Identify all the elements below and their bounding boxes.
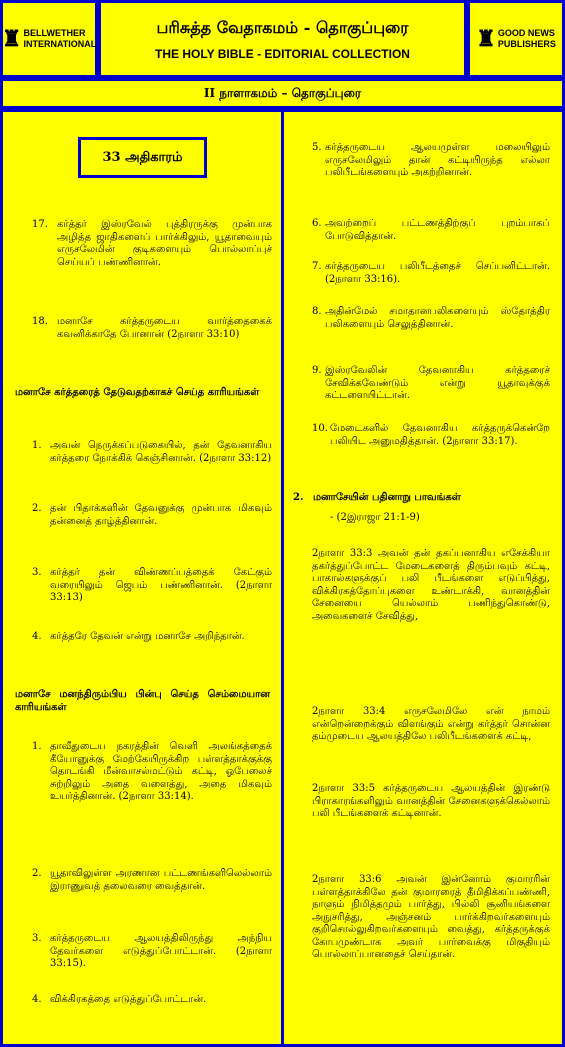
list-item: 2. தன் பிதாக்களின் தேவனுக்கு முன்பாக மிகவும் தன்னைத் தாழ்த்தினான். bbox=[32, 503, 272, 527]
list-item: 10. மேடைகளில் தேவனாகிய கர்த்தருக்கென்றே பலியிட அனுமதித்தான். (2நாளா 33:17). bbox=[312, 423, 550, 447]
list-item: 5. கர்த்தருடைய ஆலயமுள்ள மலையிலும் எருசலேமிலும் தான் கட்டியிருந்த எல்லா பலிபீடங்களையும் அகற்றினான். bbox=[312, 142, 550, 178]
verse-paragraph: 2நாளா 33:6 அவன் இன்னோம் குமாரரின் பள்ளத்தாக்கிலே தன் குமாரரைத் தீமிதிக்கப்பண்ணி, நாளும் நிமித்தமும் பார்த்து, பில்லி சூனியங்களை அநுசரித்து, அஞ்சனம் பார்க்கிறவர்களையும் குறிசொல்லுகிறவர்களையும் வைத்து, கர்த்தருக்குக் கோபமுண்டாக அவர் பார்வைக்கு மிகுதியும் பொல்லாப்பானதைச் செய்தான். bbox=[312, 874, 550, 960]
section-heading: 2. மனாசேயின் பதினாறு பாவங்கள் bbox=[293, 492, 461, 503]
section-heading: மனாசே மனந்திரும்பிய பின்பு செய்த செம்மையான காரியங்கள் bbox=[15, 689, 270, 713]
verse-paragraph: 2நாளா 33:5 கர்த்தருடைய ஆலயத்தின் இரண்டு பிராகாரங்களிலும் வானத்தின் சேனைகளுக்கெல்லாம் பலி பீடங்களைக் கட்டினான். bbox=[312, 783, 550, 819]
list-item: 18. மனாசே கர்த்தருடைய வார்த்தைகைக் கவனிக்காதே போனான் (2நாளா 33:10) bbox=[32, 316, 272, 340]
verse-paragraph: 2நாளா 33:4 எருசலேமிலே என் நாமம் என்றென்றைக்கும் விளங்கும் என்று கர்த்தர் சொன்ன தம்முடைய ஆலயத்திலே பலிபீடங்களைக் கட்டி, bbox=[312, 706, 550, 742]
list-item: 3. கர்த்தருடைய ஆலயத்திலிருந்து அந்நிய தேவர்களை எடுத்துப்போட்டான். (2நாளா 33:15). bbox=[32, 933, 272, 969]
right-logo-line1: GOOD NEWS bbox=[497, 28, 555, 38]
list-item: 1. அவன் நெருக்கப்படுகையில், தன் தேவனாகிய கர்த்தரை நோக்கிக் கெஞ்சினான். (2நாளா 33:12) bbox=[32, 440, 272, 464]
title-tamil: பரிசுத்த வேதாகமம் - தொகுப்புரை bbox=[156, 17, 409, 37]
bellwether-logo bbox=[0, 0, 98, 78]
list-item: 17. கர்த்தர் இஸ்ரவேல் புத்திரருக்கு முன்பாக அழித்த ஜாதிகளைப் பார்க்கிலும், யூதாவையும் எருசலேமின் குடிகளையும் பொல்லாப்புச் செய்யப் பண்ணினான். bbox=[32, 219, 272, 268]
left-logo-line2: INTERNATIONAL bbox=[23, 39, 97, 49]
list-item: 8. அதின்மேல் சமாதானபலிகளையும் ஸ்தோத்திர பலிகளையும் செலுத்தினான். bbox=[312, 306, 550, 330]
chapter-label: 33 அதிகாரம் bbox=[78, 137, 207, 178]
list-item: 7. கர்த்தருடைய பலிபீடத்தைச் செப்பனிட்டான். (2நாளா 33:16). bbox=[312, 261, 550, 285]
list-item: 2. யூதாவிலுள்ள அரணான பட்டணங்களிலெல்லாம் இராணுவத் தலைவரை வைத்தான். bbox=[32, 868, 272, 892]
lamp-icon: ♜ bbox=[476, 26, 496, 51]
section-heading: மனாசே கர்த்தரைத் தேடுவதற்காகச் செய்த காரியங்கள் bbox=[15, 387, 260, 398]
title-english: THE HOLY BIBLE - EDITORIAL COLLECTION bbox=[155, 46, 410, 61]
list-item: 4. விக்கிரகத்தை எடுத்துப்போட்டான். bbox=[32, 994, 207, 1005]
lamp-icon: ♜ bbox=[1, 26, 22, 51]
section-heading-ref: - (2இராஜா 21:1-9) bbox=[330, 512, 420, 523]
left-logo-line1: BELLWETHER bbox=[23, 28, 86, 38]
list-item: 1. தாவீதுடைய நகரத்தின் வெளி அலங்கத்தைக் கீயோனுக்கு மேற்கேயிருக்கிற பள்ளத்தாக்குக்கு தொடங்கி மீன்வாசல்மட்டும் கட்டி, ஓபேலைச் சுற்றிலும் அதை வளைத்து, அதை மிகவும் உயர்த்தினான். (2நாளா 33:14). bbox=[32, 741, 272, 802]
page-header-title bbox=[98, 0, 467, 78]
good-news-logo bbox=[467, 0, 565, 78]
list-item: 4. கர்த்தரே தேவன் என்று மனாசே அறிந்தான். bbox=[32, 631, 245, 642]
right-logo-line2: PUBLISHERS bbox=[497, 39, 556, 49]
list-item: 6. அவற்றைப் பட்டணத்திற்குப் புறம்பாகப் போடுவித்தான். bbox=[312, 218, 550, 242]
subtitle-bar bbox=[0, 78, 565, 109]
verse-paragraph: 2நாளா 33:3 அவன் தன் தகப்பனாகிய எசேக்கியா தகர்த்துப்போட்ட மேடைகளைத் திரும்பவும் கட்டி, பாகால்களுக்குப் பலி பீடங்களை எடுப்பித்து, விக்கிரகத்தோப்புகளை உண்டாக்கி, வானத்தின் சேனையை யெல்லாம் பணிந்துகொண்டு, அவைகளைச் சேவித்து, bbox=[312, 548, 550, 622]
list-item: 3. கர்த்தர் தன் விண்ணப்பத்தைக் கேட்கும் வரையிலும் ஜெபம் பண்ணினான். (2நாளா 33:13) bbox=[32, 567, 272, 603]
subtitle: II நாளாகமம் – தொகுப்புரை bbox=[203, 85, 362, 100]
list-item: 9. இஸ்ரவேலின் தேவனாகிய கர்த்தரைச் சேவிக்கவேண்டும் என்று யூதாவுக்குக் கட்டளையிட்டான். bbox=[312, 365, 550, 401]
